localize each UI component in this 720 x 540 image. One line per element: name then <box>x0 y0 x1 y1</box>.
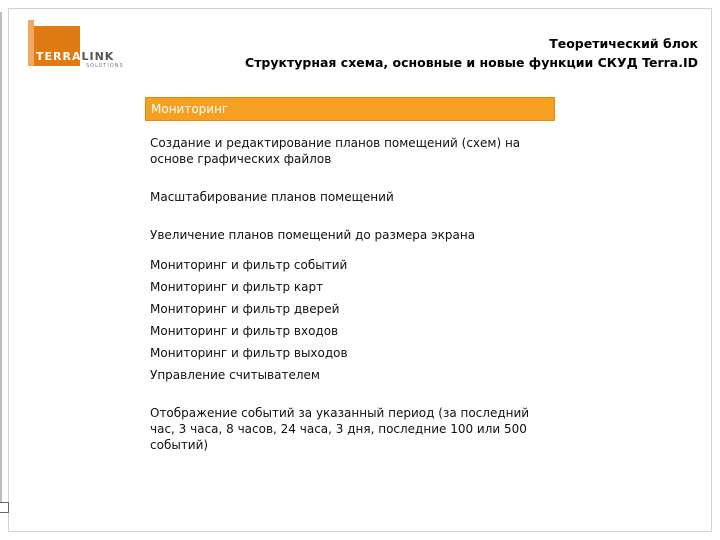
left-rule <box>0 12 2 502</box>
list-item: Мониторинг и фильтр событий <box>150 258 348 272</box>
logo-word-link: LINK <box>81 50 115 63</box>
list-item: Мониторинг и фильтр входов <box>150 324 339 338</box>
logo-wordmark <box>36 50 114 63</box>
list-item: Мониторинг и фильтр дверей <box>150 302 340 316</box>
terralink-logo <box>28 20 124 74</box>
list-item: Управление считывателем <box>150 368 320 382</box>
list-item: Создание и редактирование планов помещений (схем) на основе графических файлов <box>150 136 521 166</box>
list-item: Отображение событий за указанный период (за последний час, 3 часа, 8 часов, 24 часа, 3 дня, последние 100 или 500 событий) <box>150 406 530 452</box>
list-item: Мониторинг и фильтр выходов <box>150 346 348 360</box>
logo-word-terra: TERRA <box>36 50 82 63</box>
content-list <box>145 97 555 452</box>
slide-title <box>245 34 698 72</box>
list-item: Увеличение планов помещений до размера экрана <box>150 228 476 242</box>
list-item: Мониторинг и фильтр карт <box>150 280 324 294</box>
title-line-1: Теоретический блок <box>549 36 698 51</box>
rule-marker <box>0 502 9 513</box>
section-header: Мониторинг <box>145 97 555 121</box>
title-line-2: Структурная схема, основные и новые функции СКУД Terra.ID <box>245 55 698 70</box>
logo-subtitle: SOLUTIONS <box>86 63 124 69</box>
list-item: Масштабирование планов помещений <box>150 190 394 204</box>
